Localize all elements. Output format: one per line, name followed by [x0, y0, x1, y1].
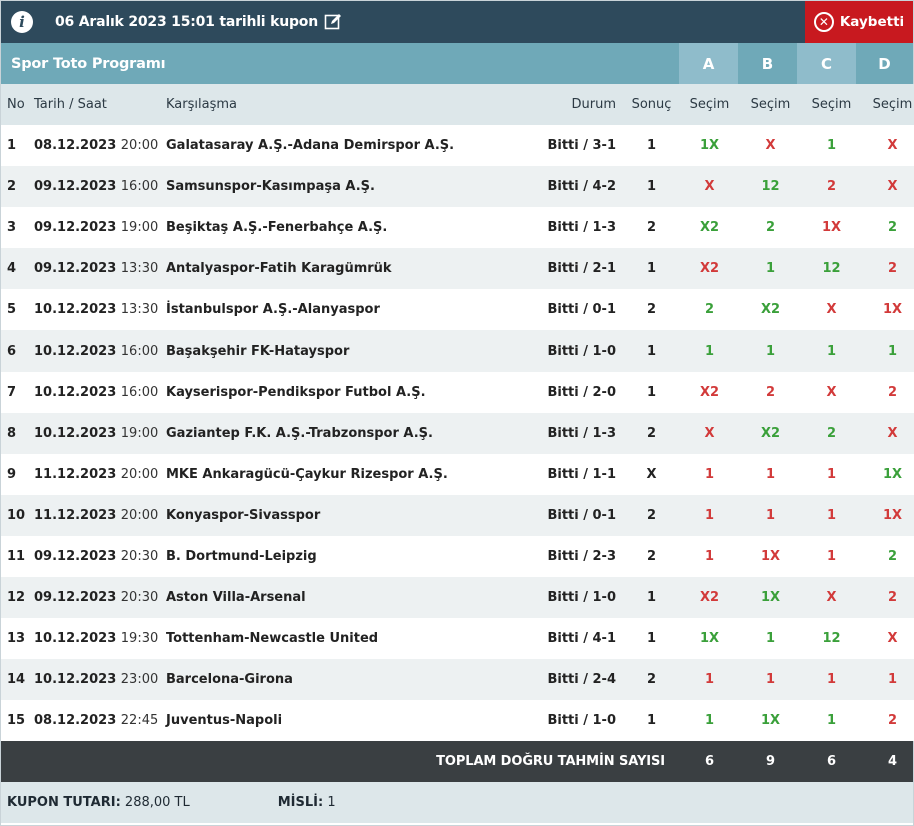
row-pick-d: X	[862, 166, 914, 207]
row-result: X	[624, 454, 679, 495]
row-time: 16:00	[120, 179, 159, 195]
row-pick-d: 1X	[862, 454, 914, 495]
row-status: Bitti / 2-1	[540, 248, 624, 289]
table-row	[1, 618, 914, 659]
row-pick-c: X	[801, 372, 862, 413]
row-datetime	[29, 330, 160, 371]
row-pick-b: X	[740, 125, 801, 166]
row-pick-c: 12	[801, 618, 862, 659]
row-time: 16:00	[120, 384, 159, 400]
row-time: 19:00	[120, 220, 159, 236]
row-pick-d: X	[862, 618, 914, 659]
row-date: 10.12.2023	[34, 631, 117, 647]
header-result: Sonuç	[624, 84, 679, 125]
row-status: Bitti / 4-1	[540, 618, 624, 659]
row-pick-c: 1	[801, 125, 862, 166]
row-result: 2	[624, 495, 679, 536]
row-pick-a: X	[679, 166, 740, 207]
table-row	[1, 248, 914, 289]
row-date: 08.12.2023	[34, 138, 117, 154]
row-date: 11.12.2023	[34, 507, 117, 523]
program-band	[1, 43, 913, 84]
total-b: 9	[765, 754, 776, 770]
row-match: MKE Ankaragücü-Çaykur Rizespor A.Ş.	[160, 454, 540, 495]
row-pick-a: X2	[679, 372, 740, 413]
header-match: Karşılaşma	[160, 84, 540, 125]
row-result: 1	[624, 166, 679, 207]
amount-value: 288,00 TL	[124, 795, 190, 811]
row-datetime	[29, 207, 160, 248]
row-datetime	[29, 413, 160, 454]
row-time: 20:30	[120, 548, 159, 564]
row-pick-a: 1	[679, 700, 740, 741]
matches-table	[1, 84, 914, 741]
header-pick-a: Seçim	[679, 84, 740, 125]
table-row	[1, 207, 914, 248]
misli-value: 1	[327, 795, 336, 811]
row-result: 1	[624, 248, 679, 289]
row-no: 3	[1, 207, 29, 248]
totals-label: TOPLAM DOĞRU TAHMİN SAYISI	[436, 754, 665, 770]
row-time: 13:30	[120, 302, 159, 318]
row-pick-c: X	[801, 577, 862, 618]
row-status: Bitti / 1-0	[540, 700, 624, 741]
row-no: 14	[1, 659, 29, 700]
row-time: 20:00	[120, 507, 159, 523]
row-pick-d: 1X	[862, 495, 914, 536]
table-row	[1, 495, 914, 536]
header-status: Durum	[540, 84, 624, 125]
total-a: 6	[704, 754, 715, 770]
info-icon[interactable]: i	[11, 11, 33, 33]
row-date: 08.12.2023	[34, 713, 117, 729]
row-datetime	[29, 495, 160, 536]
row-date: 10.12.2023	[34, 384, 117, 400]
row-status: Bitti / 3-1	[540, 125, 624, 166]
row-pick-b: 1	[740, 454, 801, 495]
column-b: B	[761, 54, 774, 73]
row-time: 22:45	[120, 713, 159, 729]
row-time: 20:00	[120, 138, 159, 154]
coupon-header	[1, 1, 913, 43]
status-badge-label: Kaybetti	[839, 14, 905, 30]
row-time: 23:00	[120, 672, 159, 688]
table-row	[1, 289, 914, 330]
row-time: 19:00	[120, 425, 159, 441]
row-pick-b: 2	[740, 207, 801, 248]
row-pick-b: 12	[740, 166, 801, 207]
row-pick-a: 1	[679, 454, 740, 495]
row-datetime	[29, 700, 160, 741]
row-pick-b: 1	[740, 248, 801, 289]
row-time: 16:00	[120, 343, 159, 359]
row-pick-a: 2	[679, 289, 740, 330]
row-pick-a: 1	[679, 536, 740, 577]
row-pick-b: 1X	[740, 700, 801, 741]
row-no: 7	[1, 372, 29, 413]
row-match: Beşiktaş A.Ş.-Fenerbahçe A.Ş.	[160, 207, 540, 248]
column-a: A	[679, 43, 738, 84]
row-match: Gaziantep F.K. A.Ş.-Trabzonspor A.Ş.	[160, 413, 540, 454]
row-pick-b: 1X	[740, 536, 801, 577]
row-pick-d: 1X	[862, 289, 914, 330]
row-datetime	[29, 536, 160, 577]
row-match: Samsunspor-Kasımpaşa A.Ş.	[160, 166, 540, 207]
row-datetime	[29, 659, 160, 700]
row-status: Bitti / 2-0	[540, 372, 624, 413]
row-no: 9	[1, 454, 29, 495]
row-pick-a: X2	[679, 248, 740, 289]
row-match: Başakşehir FK-Hatayspor	[160, 330, 540, 371]
table-row	[1, 454, 914, 495]
row-match: Antalyaspor-Fatih Karagümrük	[160, 248, 540, 289]
row-match: Tottenham-Newcastle United	[160, 618, 540, 659]
row-match: Kayserispor-Pendikspor Futbol A.Ş.	[160, 372, 540, 413]
row-result: 1	[624, 125, 679, 166]
table-row	[1, 577, 914, 618]
row-datetime	[29, 289, 160, 330]
row-pick-d: X	[862, 413, 914, 454]
row-datetime	[29, 577, 160, 618]
row-pick-a: 1X	[679, 125, 740, 166]
row-date: 10.12.2023	[34, 425, 117, 441]
row-no: 8	[1, 413, 29, 454]
header-pick-d: Seçim	[862, 84, 914, 125]
row-date: 09.12.2023	[34, 261, 117, 277]
table-row	[1, 125, 914, 166]
row-datetime	[29, 248, 160, 289]
row-time: 20:00	[120, 466, 159, 482]
row-result: 2	[624, 289, 679, 330]
row-result: 1	[624, 618, 679, 659]
header-pick-b: Seçim	[740, 84, 801, 125]
row-pick-a: 1	[679, 659, 740, 700]
row-date: 10.12.2023	[34, 672, 117, 688]
row-pick-d: 2	[862, 536, 914, 577]
row-time: 13:30	[120, 261, 159, 277]
column-c: C	[797, 43, 856, 84]
row-date: 10.12.2023	[34, 343, 117, 359]
coupon-title: 06 Aralık 2023 15:01 tarihli kupon	[55, 14, 318, 30]
header-no: No	[1, 84, 29, 125]
coupon-footer	[1, 782, 913, 823]
row-match: Barcelona-Girona	[160, 659, 540, 700]
table-row	[1, 536, 914, 577]
row-no: 11	[1, 536, 29, 577]
row-date: 09.12.2023	[34, 590, 117, 606]
table-row	[1, 166, 914, 207]
row-status: Bitti / 1-3	[540, 207, 624, 248]
row-pick-d: 2	[862, 700, 914, 741]
row-status: Bitti / 1-3	[540, 413, 624, 454]
row-pick-c: 1	[801, 536, 862, 577]
row-status: Bitti / 2-4	[540, 659, 624, 700]
table-row	[1, 659, 914, 700]
row-date: 09.12.2023	[34, 548, 117, 564]
row-pick-c: 12	[801, 248, 862, 289]
table-row	[1, 372, 914, 413]
row-datetime	[29, 454, 160, 495]
row-pick-c: 1	[801, 659, 862, 700]
row-no: 2	[1, 166, 29, 207]
row-pick-b: 1	[740, 330, 801, 371]
row-date: 09.12.2023	[34, 179, 117, 195]
row-status: Bitti / 0-1	[540, 289, 624, 330]
row-no: 13	[1, 618, 29, 659]
row-time: 19:30	[120, 631, 159, 647]
row-pick-b: 1	[740, 495, 801, 536]
row-match: Juventus-Napoli	[160, 700, 540, 741]
row-status: Bitti / 4-2	[540, 166, 624, 207]
row-pick-d: 2	[862, 248, 914, 289]
amount-label: KUPON TUTARI:	[7, 795, 121, 811]
row-datetime	[29, 372, 160, 413]
row-pick-d: 2	[862, 577, 914, 618]
row-match: Aston Villa-Arsenal	[160, 577, 540, 618]
row-pick-b: 1	[740, 659, 801, 700]
row-pick-c: 1X	[801, 207, 862, 248]
row-result: 1	[624, 577, 679, 618]
row-match: B. Dortmund-Leipzig	[160, 536, 540, 577]
row-result: 2	[624, 207, 679, 248]
row-pick-a: 1	[679, 330, 740, 371]
table-row	[1, 330, 914, 371]
header-date: Tarih / Saat	[29, 84, 160, 125]
table-row	[1, 413, 914, 454]
row-pick-b: 1	[740, 618, 801, 659]
totals-row	[1, 741, 913, 782]
misli-label: MİSLİ:	[277, 795, 324, 811]
status-badge-lost	[805, 1, 913, 43]
row-datetime	[29, 618, 160, 659]
row-pick-c: X	[801, 289, 862, 330]
row-pick-d: 1	[862, 330, 914, 371]
edit-icon[interactable]	[324, 13, 342, 31]
row-status: Bitti / 0-1	[540, 495, 624, 536]
row-datetime	[29, 166, 160, 207]
row-pick-b: X2	[740, 289, 801, 330]
row-pick-c: 1	[801, 454, 862, 495]
row-result: 1	[624, 372, 679, 413]
row-result: 2	[624, 536, 679, 577]
row-match: İstanbulspor A.Ş.-Alanyaspor	[160, 289, 540, 330]
row-no: 15	[1, 700, 29, 741]
row-pick-b: 2	[740, 372, 801, 413]
row-pick-c: 1	[801, 700, 862, 741]
row-datetime	[29, 125, 160, 166]
row-pick-d: X	[862, 125, 914, 166]
row-status: Bitti / 1-0	[540, 330, 624, 371]
table-row	[1, 700, 914, 741]
row-result: 2	[624, 413, 679, 454]
row-no: 12	[1, 577, 29, 618]
row-pick-c: 1	[801, 330, 862, 371]
row-status: Bitti / 1-0	[540, 577, 624, 618]
row-pick-c: 2	[801, 413, 862, 454]
row-pick-c: 1	[801, 495, 862, 536]
row-pick-a: X2	[679, 207, 740, 248]
row-match: Konyaspor-Sivasspor	[160, 495, 540, 536]
row-pick-d: 2	[862, 372, 914, 413]
row-pick-a: X2	[679, 577, 740, 618]
row-pick-d: 2	[862, 207, 914, 248]
row-match: Galatasaray A.Ş.-Adana Demirspor A.Ş.	[160, 125, 540, 166]
row-no: 5	[1, 289, 29, 330]
close-circle-icon: ✕	[814, 12, 834, 32]
row-no: 1	[1, 125, 29, 166]
row-no: 10	[1, 495, 29, 536]
row-pick-b: X2	[740, 413, 801, 454]
row-pick-a: 1X	[679, 618, 740, 659]
row-date: 09.12.2023	[34, 220, 117, 236]
column-d: D	[878, 54, 891, 73]
total-d: 4	[887, 754, 898, 770]
row-time: 20:30	[120, 590, 159, 606]
table-header-row	[1, 84, 914, 125]
program-title: Spor Toto Programı	[11, 55, 166, 72]
total-c: 6	[826, 754, 837, 770]
row-no: 6	[1, 330, 29, 371]
row-no: 4	[1, 248, 29, 289]
row-pick-a: 1	[679, 495, 740, 536]
row-pick-a: X	[679, 413, 740, 454]
row-pick-d: 1	[862, 659, 914, 700]
row-result: 1	[624, 330, 679, 371]
row-date: 10.12.2023	[34, 302, 117, 318]
row-result: 1	[624, 700, 679, 741]
row-date: 11.12.2023	[34, 466, 117, 482]
row-status: Bitti / 1-1	[540, 454, 624, 495]
row-result: 2	[624, 659, 679, 700]
header-pick-c: Seçim	[801, 84, 862, 125]
row-pick-b: 1X	[740, 577, 801, 618]
row-status: Bitti / 2-3	[540, 536, 624, 577]
row-pick-c: 2	[801, 166, 862, 207]
